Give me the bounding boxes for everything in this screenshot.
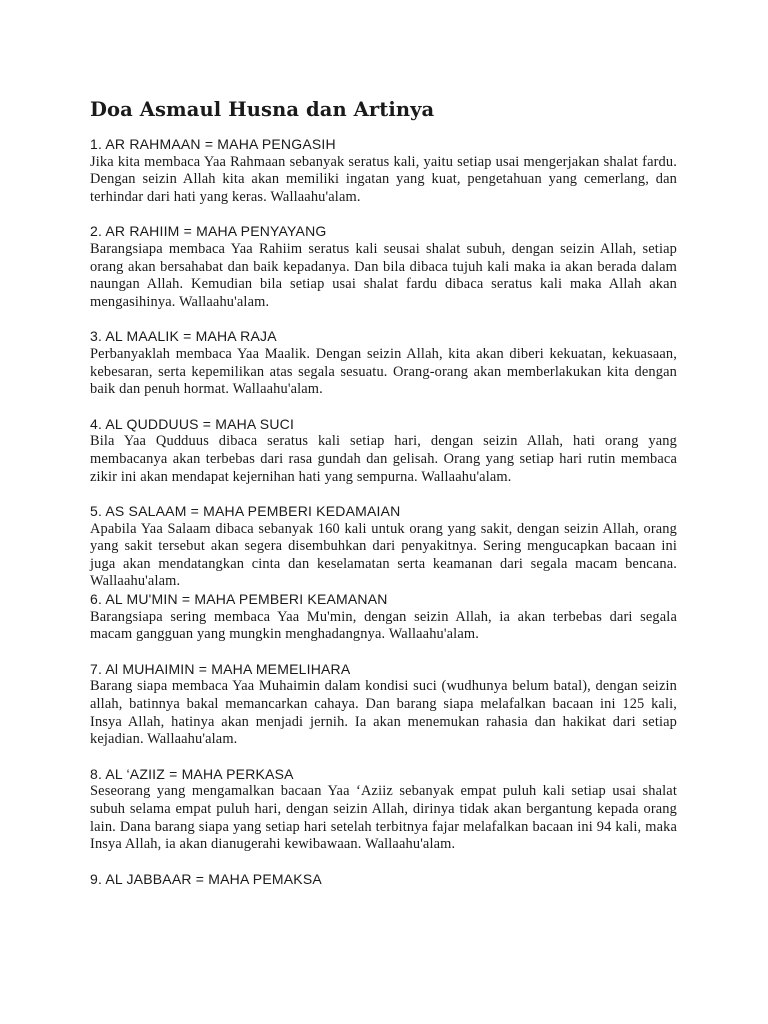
section-6 (90, 591, 677, 644)
section-heading: 6. AL MU'MIN = MAHA PEMBERI KEAMANAN (90, 591, 388, 608)
section-body: Apabila Yaa Salaam dibaca sebanyak 160 kali untuk orang yang sakit, dengan seizin Allah, orang yang sakit tersebut akan segera disembuhkan dari penyakitnya. Sering mengucapkan bacaan ini juga akan mendatangkan cinta dan keselamatan serta keamanan dari segala macam bencana. Wallaahu'alam. (90, 520, 677, 590)
section-body: Perbanyaklah membaca Yaa Maalik. Dengan seizin Allah, kita akan diberi kekuatan, kekuasaan, kebesaran, serta kepemilikan atas segala sesuatu. Orang-orang akan memberlakukan kita dengan baik dan penuh hormat. Wallaahu'alam. (90, 345, 677, 398)
section-8 (90, 766, 677, 854)
sections-container (90, 136, 677, 888)
section-heading: 1. AR RAHMAAN = MAHA PENGASIH (90, 136, 336, 152)
section-body: Jika kita membaca Yaa Rahmaan sebanyak seratus kali, yaitu setiap usai mengerjakan shalat fardu. Dengan seizin Allah kita akan memiliki ingatan yang kuat, pengetahuan yang cemerlang, dan terhindar dari hati yang keras. Wallaahu'alam. (90, 153, 677, 205)
document-page (90, 96, 677, 905)
section-body: Barangsiapa membaca Yaa Rahiim seratus kali seusai shalat subuh, dengan seizin Allah, setiap orang akan bersahabat dan baik kepadanya. Dan bila dibaca tujuh kali maka ia akan berada dalam naungan Allah. Kemudian bila setiap usai shalat fardu dibaca seratus kali maka Allah akan mengasihinya. Wallaahu'alam. (90, 240, 677, 310)
section-3 (90, 328, 677, 398)
section-heading: 7. Al MUHAIMIN = MAHA MEMELIHARA (90, 660, 351, 677)
section-heading: 9. AL JABBAAR = MAHA PEMAKSA (90, 870, 322, 887)
section-7 (90, 661, 677, 749)
section-heading: 2. AR RAHIIM = MAHA PENYAYANG (90, 223, 327, 240)
section-4 (90, 416, 677, 486)
section-body: Barangsiapa sering membaca Yaa Mu'min, dengan seizin Allah, ia akan terbebas dari segala macam gangguan yang mungkin menghadangnya. Wallaahu'alam. (90, 608, 677, 643)
section-heading: 8. AL ‘AZIIZ = MAHA PERKASA (90, 765, 294, 782)
section-body: Barang siapa membaca Yaa Muhaimin dalam kondisi suci (wudhunya belum batal), dengan seizin allah, batinnya bakal memancarkan cahaya. Dan barang siapa melafalkan bacaan ini 125 kali, Insya Allah, hatinya akan menjadi jernih. Ia akan menemukan rahasia dan hakikat dari setiap kejadian. Wallaahu'alam. (90, 678, 677, 748)
section-heading: 5. AS SALAAM = MAHA PEMBERI KEDAMAIAN (90, 503, 401, 520)
section-heading: 3. AL MAALIK = MAHA RAJA (90, 328, 277, 345)
section-1 (90, 136, 677, 206)
section-body: Seseorang yang mengamalkan bacaan Yaa ‘Aziiz sebanyak empat puluh kali setiap usai shalat subuh selama empat puluh hari, dengan seizin Allah, dirinya tidak akan bergantung kepada orang lain. Dana barang siapa yang setiap hari setelah terbitnya fajar melafalkan bacaan ini 94 kali, maka Insya Allah, ia akan dianugerahi kewibawaan. Wallaahu'alam. (90, 783, 677, 853)
section-heading: 4. AL QUDDUUS = MAHA SUCI (90, 415, 295, 432)
section-9 (90, 871, 677, 889)
section-2 (90, 223, 677, 311)
section-5 (90, 503, 677, 591)
document-title: Doa Asmaul Husna dan Artinya (90, 98, 435, 121)
section-body: Bila Yaa Qudduus dibaca seratus kali setiap hari, dengan seizin Allah, hati orang yang membacanya akan terbebas dari rasa gundah dan gelisah. Orang yang setiap hari rutin membaca zikir ini akan mendapat kejernihan hati yang sempurna. Wallaahu'alam. (90, 433, 677, 485)
